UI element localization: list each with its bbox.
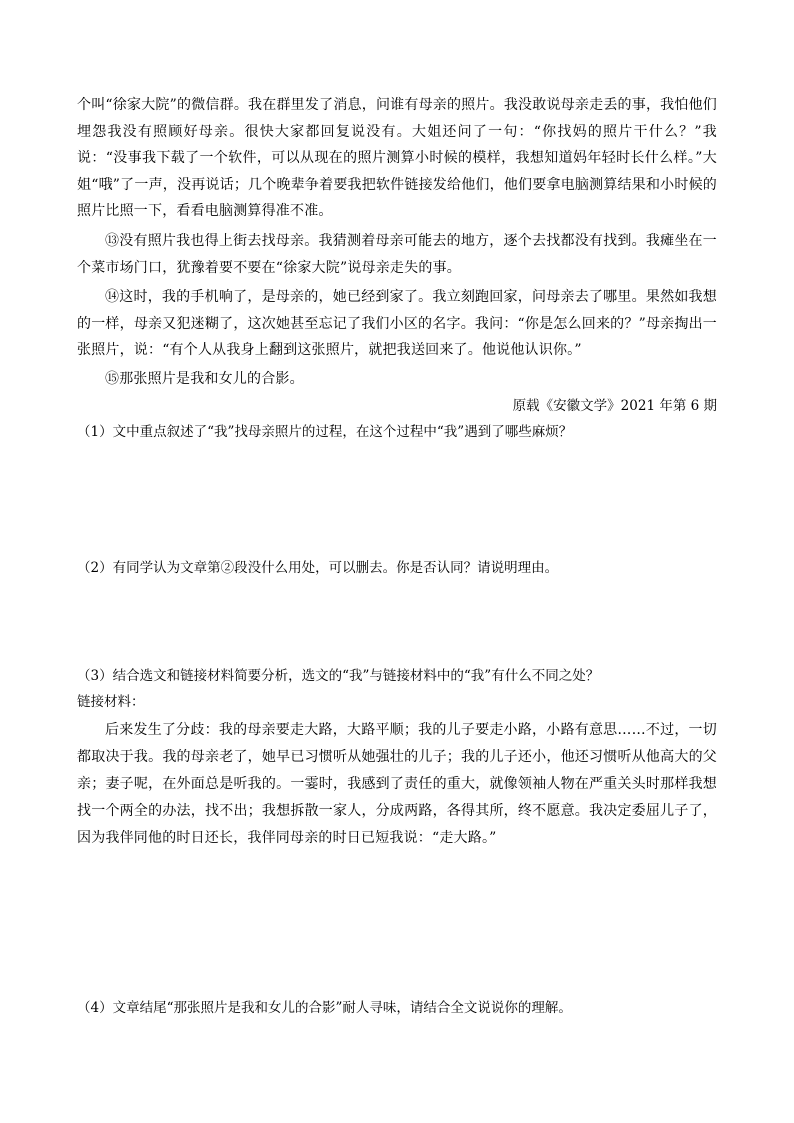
question-3: （3）结合选文和链接材料简要分析，选文的“我”与链接材料中的“我”有什么不同之处？	[77, 668, 600, 684]
link-material-text: 后来发生了分歧：我的母亲要走大路，大路平顺；我的儿子要走小路，小路有意思……不过，一切都取决于我。我的母亲老了，她早已习惯听从她强壮的儿子；我的儿子还小，他还习惯听从他高大的父亲；妻子呢，在外面总是听我的。一霎时，我感到了责任的重大，就像领袖人物在严重关头时那样我想找一个两全的办法，找不出；我想拆散一家人，分成两路，各得其所，终不愿意。我决定委屈儿子了，因为我伴同他的时日还长，我伴同母亲的时日已短我说：“走大路。”	[77, 722, 717, 846]
question-4: （4）文章结尾“那张照片是我和女儿的合影”耐人寻味，请结合全文说说你的理解。	[77, 1000, 572, 1016]
article-paragraph-15: ⑮那张照片是我和女儿的合影。	[105, 371, 304, 387]
article-paragraph-continued: 个叫“徐家大院”的微信群。我在群里发了消息，问谁有母亲的照片。我没敢说母亲走丢的事，我怕他们埋怨我没有照顾好母亲。很快大家都回复说没有。大姐还问了一句：“你找妈的照片干什么？”我说：“没事我下载了一个软件，可以从现在的照片测算小时候的模样，我想知道妈年轻时长什么样。”大姐“哦”了一声，没再说话；几个晚辈争着要我把软件链接发给他们，他们要拿电脑测算结果和小时候的照片比照一下，看看电脑测算得准不准。	[77, 97, 717, 219]
link-material-label: 链接材料：	[77, 694, 145, 710]
article-source: 原载《安徽文学》2021 年第 6 期	[512, 398, 717, 414]
question-2: （2）有同学认为文章第②段没什么用处，可以删去。你是否认同？请说明理由。	[77, 560, 559, 576]
question-1: （1）文中重点叙述了“我”找母亲照片的过程，在这个过程中“我”遇到了哪些麻烦？	[77, 424, 573, 440]
article-paragraph-13: ⑬没有照片我也得上街去找母亲。我猜测着母亲可能去的地方，逐个去找都没有找到。我瘫坐在一个菜市场门口，犹豫着要不要在“徐家大院”说母亲走失的事。	[77, 233, 717, 276]
article-paragraph-14: ⑭这时，我的手机响了，是母亲的，她已经到家了。我立刻跑回家，问母亲去了哪里。果然如我想的一样，母亲又犯迷糊了，这次她甚至忘记了我们小区的名字。我问：“你是怎么回来的？”母亲掏出一张照片，说：“有个人从我身上翻到这张照片，就把我送回来了。他说他认识你。”	[77, 289, 717, 358]
